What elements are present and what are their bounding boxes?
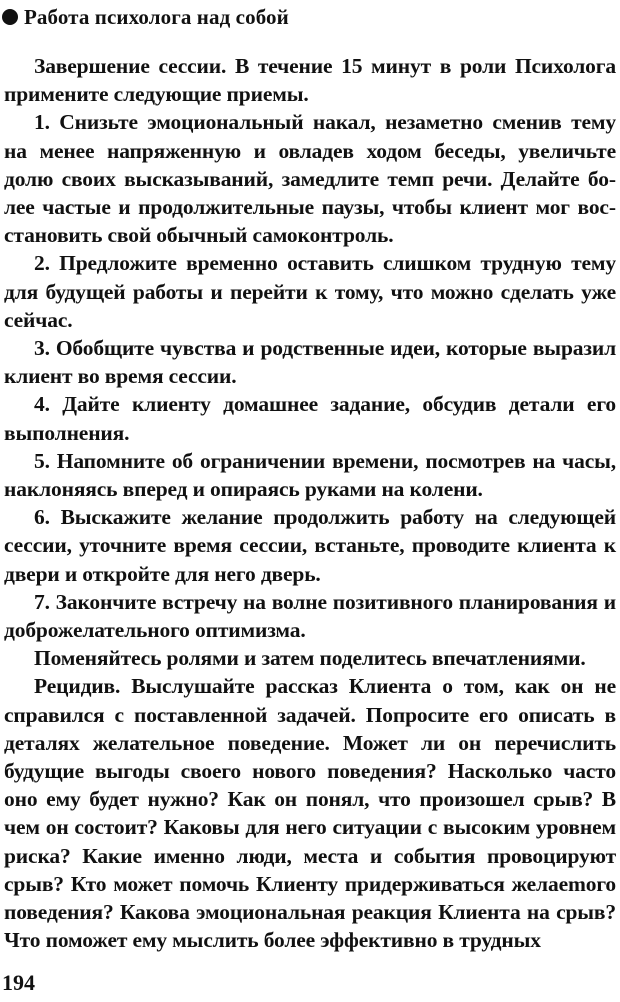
running-head — [2, 2, 289, 32]
paragraph-text: Выслушайте рассказ Клиента о том, как он не справился с поставленной задачей. Попросите его описать в деталях желательное поведение. Может ли он перечислить будущие выгоды своего нового поведения? Насколько часто оно ему будет нужно? Как он понял, что произошел срыв? В чем он состоит? Каковы для него ситуации с высоким уровнем риска? Какие именно люди, места и события провоцируют срыв? Кто может помочь Клиенту придерживаться желаеmого поведения? Какова эмоциональная реакция Клиента на срыв? Что поможет ему мыслить более эффективно в трудных — [4, 674, 616, 953]
paragraph — [4, 503, 616, 588]
paragraph-text: 3. Обобщите чувства и родственные идеи, которые выразил клиент во время сессии. — [4, 336, 616, 389]
paragraph-text: В течение 15 минут в роли Психолога примените следующие приемы. — [4, 54, 616, 107]
paragraph-lead: Завершение сессии. — [34, 54, 227, 78]
paragraph-text: 4. Дайте клиенту домашнее задание, обсудив детали его выполнения. — [4, 392, 616, 445]
paragraph — [4, 390, 616, 446]
body-text — [4, 52, 616, 955]
bullet-icon — [2, 9, 18, 25]
paragraph — [4, 52, 616, 108]
paragraph-text: 2. Предложите временно оставить слишком трудную тему для будущей работы и перейти к тому, что можно сделать уже сейчас. — [4, 251, 616, 332]
paragraph — [4, 334, 616, 390]
paragraph-text: Поменяйтесь ролями и затем поделитесь впечатлениями. — [34, 646, 586, 671]
page-number: 194 — [2, 970, 35, 995]
paragraph — [4, 249, 616, 334]
paragraph — [4, 588, 616, 644]
paragraph-text: 1. Снизьте эмоциональный накал, незаметно сменив тему на менее напряженную и овладев ходом беседы, увеличьте долю своих высказываний, замедлите темп речи. Делайте более частые и продолжительные паузы, чтобы клиент мог восстановить свой обычный самоконтроль. — [4, 110, 616, 248]
paragraph-text: 7. Закончите встречу на волне позитивного планирования и доброжелательного оптимизма. — [4, 589, 616, 643]
paragraph — [4, 447, 616, 503]
paragraph — [4, 672, 616, 954]
running-head-title: Работа психолога над собой — [24, 4, 289, 29]
paragraph — [4, 644, 616, 672]
paragraph-text: 6. Выскажите желание продолжить работу на следующей сессии, уточните время сессии, встаньте, проводите клиента к двери и откройте для него дверь. — [4, 505, 616, 586]
paragraph-lead: Рецидив. — [34, 674, 121, 699]
paragraph-text: 5. Напомните об ограничении времени, посмотрев на часы, наклоняясь вперед и опираясь руками на колени. — [4, 448, 616, 502]
paragraph — [4, 108, 616, 249]
